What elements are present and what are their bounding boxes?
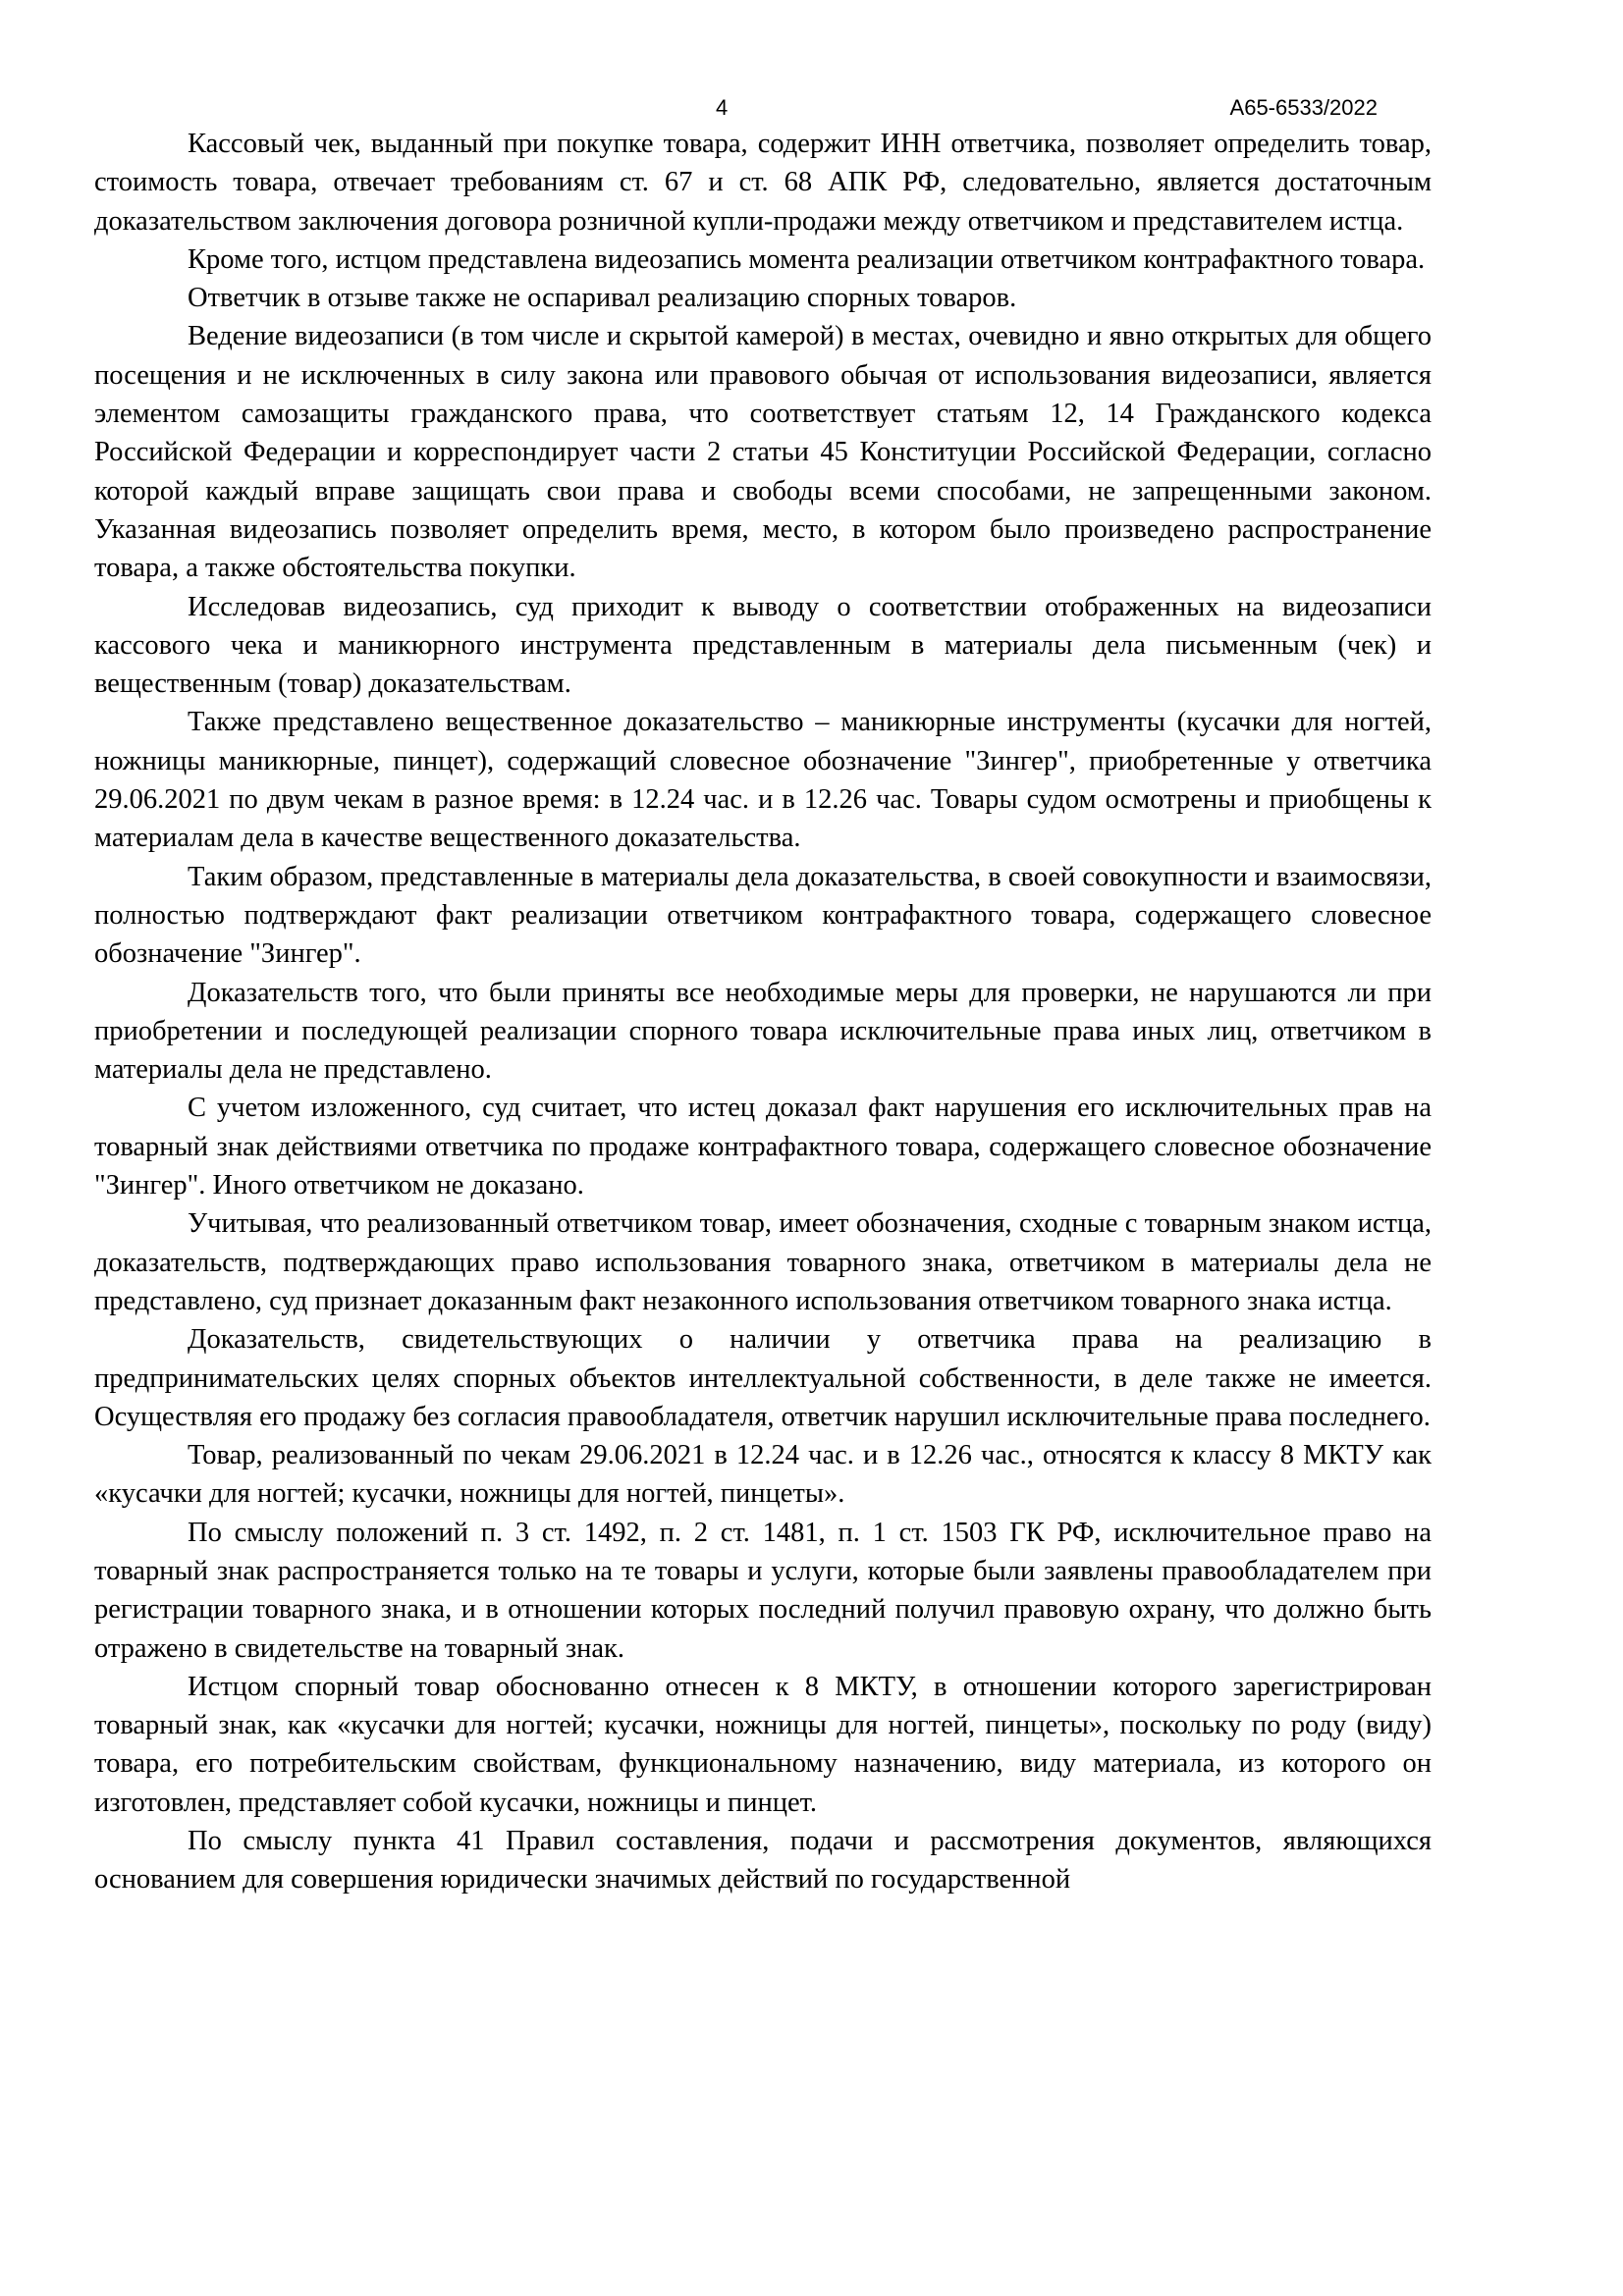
document-body <box>94 125 1432 1899</box>
paragraph: Ответчик в отзыве также не оспаривал реализацию спорных товаров. <box>188 283 1017 314</box>
paragraph: Кроме того, истцом представлена видеозапись момента реализации ответчиком контрафактного товара. <box>188 243 1426 275</box>
paragraph: Также представлено вещественное доказательство – маникюрные инструменты (кусачки для ногтей, ножницы маникюрные, пинцет), содержащий словесное обозначение "Зингер", приобретенные у ответчика 29.06.2021 по двум чекам в разное время: в 12.24 час. и в 12.26 час. Товары судом осмотрены и приобщены к материалам дела в качестве вещественного доказательства. <box>94 707 1432 854</box>
page-header <box>94 95 1432 127</box>
paragraph: По смыслу пункта 41 Правил составления, подачи и рассмотрения документов, являющихся основанием для совершения юридически значимых действий по государственной <box>94 1826 1432 1896</box>
paragraph: Доказательств того, что были приняты все необходимые меры для проверки, не нарушаются ли при приобретении и последующей реализации спорного товара исключительные права иных лиц, ответчиком в материалы дела не представлено. <box>94 977 1432 1086</box>
paragraph: Учитывая, что реализованный ответчиком товар, имеет обозначения, сходные с товарным знаком истца, доказательств, подтверждающих право использования товарного знака, ответчиком в материалы дела не представлено, суд признает доказанным факт незаконного использования ответчиком товарного знака истца. <box>94 1208 1432 1316</box>
paragraph: Исследовав видеозапись, суд приходит к выводу о соответствии отображенных на видеозаписи кассового чека и маникюрного инструмента представленным в материалы дела письменным (чек) и вещественным (товар) доказательствам. <box>94 591 1432 700</box>
paragraph: Кассовый чек, выданный при покупке товара, содержит ИНН ответчика, позволяет определить товар, стоимость товара, отвечает требованиям ст. 67 и ст. 68 АПК РФ, следовательно, является достаточным доказательством заключения договора розничной купли-продажи между ответчиком и представителем истца. <box>94 129 1432 237</box>
page-number: 4 <box>716 95 729 120</box>
paragraph: По смыслу положений п. 3 ст. 1492, п. 2 ст. 1481, п. 1 ст. 1503 ГК РФ, исключительное право на товарный знак распространяется только на те товары и услуги, которые были заявлены правообладателем при регистрации товарного знака, и в отношении которых последний получил правовую охрану, что должно быть отражено в свидетельстве на товарный знак. <box>94 1517 1432 1664</box>
paragraph: С учетом изложенного, суд считает, что истец доказал факт нарушения его исключительных прав на товарный знак действиями ответчика по продаже контрафактного товара, содержащего словесное обозначение "Зингер". Иного ответчиком не доказано. <box>94 1093 1432 1201</box>
paragraph: Таким образом, представленные в материалы дела доказательства, в своей совокупности и взаимосвязи, полностью подтверждают факт реализации ответчиком контрафактного товара, содержащего словесное обозначение "Зингер". <box>94 861 1432 970</box>
case-number: А65-6533/2022 <box>1229 95 1378 120</box>
paragraph: Истцом спорный товар обоснованно отнесен к 8 МКТУ, в отношении которого зарегистрирован товарный знак, как «кусачки для ногтей; кусачки, ножницы для ногтей, пинцеты», поскольку по роду (виду) товара, его потребительским свойствам, функциональному назначению, виду материала, из которого он изготовлен, представляет собой кусачки, ножницы и пинцет. <box>94 1671 1432 1818</box>
paragraph: Товар, реализованный по чекам 29.06.2021 в 12.24 час. и в 12.26 час., относятся к классу 8 МКТУ как «кусачки для ногтей; кусачки, ножницы для ногтей, пинцеты». <box>94 1440 1432 1510</box>
paragraph: Доказательств, свидетельствующих о наличии у ответчика права на реализацию в предпринимательских целях спорных объектов интеллектуальной собственности, в деле также не имеется. Осуществляя его продажу без согласия правообладателя, ответчик нарушил исключительные права последнего. <box>94 1324 1432 1432</box>
paragraph: Ведение видеозаписи (в том числе и скрытой камерой) в местах, очевидно и явно открытых для общего посещения и не исключенных в силу закона или правового обычая от использования видеозаписи, является элементом самозащиты гражданского права, что соответствует статьям 12, 14 Гражданского кодекса Российской Федерации и корреспондирует части 2 статьи 45 Конституции Российской Федерации, согласно которой каждый вправе защищать свои права и свободы всеми способами, не запрещенными законом. Указанная видеозапись позволяет определить время, место, в котором было произведено распространение товара, а также обстоятельства покупки. <box>94 321 1432 584</box>
